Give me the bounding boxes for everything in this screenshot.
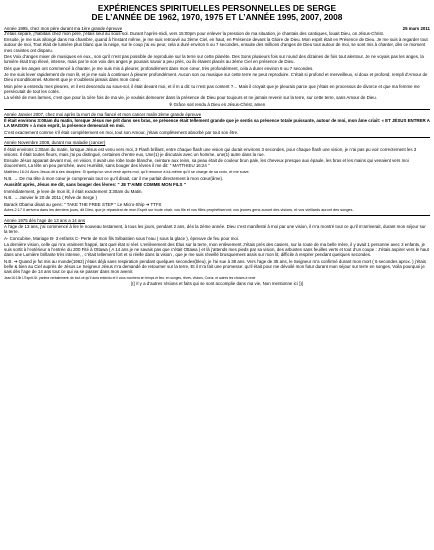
paragraph: La dernière vision, celle qui m’a vraiment frappé, tant quel état si réel. L’enlèvement des Élus sur la terre, mon enlèvement J’étais près des casiers, sur la route de ma belle mère, il y avait 1 personne avec 2 enfants, je suis sortit à l’extérieur a l’entrée du 200 Fité à Ottawa ( A 14 ans je ne savais pas que c’était Ottawa ) et là j’attends mes pieds par sa vision, des arbustes sans feuilles verts et tout d’un coupe : J’étais aspirer vers le haut dans une Lumière brillante très intense, , c’était tellement fort et si réelle dans la vision , que je me suis réveillé brusquement assis sur mon lit, difficile à respirer pendant quelques secondes. [4, 242, 429, 258]
section-1975 [4, 218, 430, 286]
section-2008 [4, 140, 430, 213]
section-1995-heading: Année 1995, chez mon père durant ma 1ère grande épreuve [4, 25, 123, 31]
paragraph: Il était environs 1:30am du matin, lorsque Jésus est venu vers moi, 3 Flash brillant, entre chaque flash une vision qui durait environs 3 secondes, pour chaque flash une vision, je n’ai pas pu voir correctement les 3 visions. Il était toutes fleurs, mais j’ai pu distingué, certaines d’entre eux, Une(1) je discutais avec un homme, une(1) autre dans la rue. [4, 146, 417, 157]
paragraph: A l’age de 13 ans, j’ai commencé à lire le nouveau testament, à tous les jours, pendant 2 ans, dès la 2ème année. Dieu c’est manifesté à moi par une vision, il m’a montré tout ce qu’il m’arriverait, durant mon séjour sur la terre. [4, 224, 426, 235]
nb-note: N.B. → De ma tête à mon cœur je comprenais tout ce qu’il disait, car il me parlait directement à mon cœur(âme). [4, 175, 224, 181]
document-title [4, 4, 430, 23]
section-2007-heading: Année Janvier 2007, chez moi après la mort de ma fiancé et mon cancer malin 2ème grande épreuve [4, 111, 202, 117]
paragraph: A- Concubine, Mariage B- 3 enfants C- Perte de mon fils Sébastien sous l’eau ( sous la glace ), épreuve de feu pour moi. [4, 235, 240, 241]
nb-note: N.B. ➔ Quand je fut mis au monde(1962) j’étais déjà sans respiration pendant quelques secondes(bleu), je l’ai sue à 38 ans. Vers l’age de 35 ans, le Seigneur m’a confirmé durant mon mort ( 6 secondes aprox. ) j’étais belle & bien au Ciel auprès de Jésus Le Seigneur Jésus m’a demandé de retourner sur la terre, Et il m’a fait une promesse: qu’il était pour me dévoilé mon futur durant mon séjour sur terre en songes, Voila pourquoi je sais dès l’age de 14 ans tout ce qui va se passer dans mon avenir. [4, 258, 426, 275]
paragraph: Je me suis lever rapidement de mon lit, et je me suis à continuer à pleurer profondément. Aucun son ou musique sur cette terre ne peut reproduire. C’était si profond et merveilleux, si doux et profond, rempli d’Amour de Dieu inconditionnel. Moment que je n’oublierai jamais dans mon cœur. [4, 72, 428, 83]
paragraph: Des Voix d’anges mixer de musiques en eux,, son qu’il n’est pas possible de reproduire sur la terre sur cette planète. Des Sons plusieurs fois sur round des dizaines de fois tout alentour. Je ne voyais pas les anges, la lumière était trop élevé, intense, mais par le son voix des anges je pouvais savoir a peu près, ou ils étaient placés au 3ème Ciel en présence de Dieu. [4, 54, 424, 65]
title-line-2: DE L’ANNÉE DE 1962, 1970, 1975 ET L’ANNÉE 1995, 2007, 2008 [91, 12, 343, 23]
paragraph: J’étais séparé, j’habitais chez mon père, j’étais seul au sous-sol. Durant l’après-midi, vers 15:00pm pour enlever la pression de ma situation, je chantais des cantiques, louait Dieu, on Jésus-Christ. [4, 30, 384, 36]
paragraph: Il était environs 3:00am du matin, lorsque Jésus me prit dans ses bras, se présence était tellement grande que je sentis sa présence totale puissante, autour de moi, mon âme criait: « ET JÉSUS ENTRER A LA MAISON » à mon esprit, la présence demeurait en moi. [4, 118, 430, 129]
paragraph: La vérité de mes larmes, c’est que pour la 1ère fois de ma vie, je voulais demeurer dans la présence de Dieu pour toujours et ne jamais revenir sur la terre, sur cette terre, sans Amour de Dieu. [4, 95, 377, 101]
section-1975-heading: Année 1975 dès l’age de 13 ans a 14 ans [4, 217, 86, 223]
divider [4, 137, 430, 138]
paragraph: Immédiatement, je leve de mon lit, il était exactement 3:30am du Matin. [4, 188, 143, 194]
document-page [4, 0, 430, 286]
scripture-quote: Actes 2:17 Il arrivera dans les derniers jours, dit Dieu, que je répandrai de mon Esprit sur toute chair, vos fils et vos filles prophétiseront; vos jeunes gens auront des visions, et vos vieillards auront des songes. [4, 208, 354, 213]
divider [4, 215, 430, 216]
scripture-quote: Matthieu 16:24 Alors Jésus dit à ses disciples: Si quelqu’un veut venir après moi, qu’il renonce à lui-même qu’il se charge de sa croix, et me suive. [4, 169, 250, 174]
footer-note: ((( Il y a d’autres Visions et faits qui se sont accomplie dans ma vie, Non mentionne ici ))) [130, 280, 304, 286]
nb-note: N.B. → Janvier le 20 de 2011 ( Rêve de Serge ) [4, 195, 97, 201]
paragraph: C’est exactement comme s’il était complètement en moi, tout son Amour, j’étais complètement absorbé par tout son être. [4, 129, 239, 135]
paragraph: Ensuite, je me suis allongé dans ma chambre, quand à l’instant même, je me suis retrouvé au 3ème Ciel, en haut, en Présence devant la Gloire de Dieu. Mon esprit était en Présence de Dieu. Je me suis à regarder tout autour de moi, Tout était de lumière plus blanc que la neige, sur le coup j’ai eu peur, cela a duré environ 6 ou 7 secondes, ensuite des millions d’anges de Dieu tout autour de moi, se sont mis à chanter, dès ce moment mes craintes ont disparu. [4, 37, 428, 53]
paragraph: Barack Obama disait au gens: " TAKE THE FREE STEP " Le Micro-Ship ➔ TTFS [4, 201, 162, 207]
section-2008-heading: Année Novembre 2008, durant ma maladie (cancer) [4, 140, 106, 146]
scripture-reference: Jean16:13b L’Esprit-St. parlera verbalement: de tout ce qu’il aura entendu et il vous montrera en temps et lieu: en songes, rêves, visions, Coeur, et autres les choses à venir [4, 275, 256, 280]
title-line-1: EXPÉRIENCES SPIRITUELLES PERSONNELLES DE SERGE [97, 3, 337, 13]
section-1995-date: 25 mars 2011 [402, 25, 430, 31]
grace-line: ✞ Grâce soit rendu à Dieu en Jésus-Christ, amen [168, 101, 266, 107]
paragraph: Mon père a entendu mes pleures, et il est descendu au sous-sol, il était devant moi, et il m a dit: tu n’est pas content ?… Mais il croyait que je pleurais parce que j’étais en processus de divorce et que ma femme me persécutait de tout les cotés. [4, 83, 420, 94]
section-1995 [4, 26, 430, 107]
divider [4, 109, 430, 110]
paragraph: Aussitôt après, Jésus me dit, sans bouger des lèvres: " JE T’AIME COMME MON FILS " [4, 182, 186, 188]
paragraph: Dès que les anges ont commencé à chanter, je me suis mis à pleurer, profondément dans mon cœur, très profondément, cela a durer environ 6 ou 7 secondes. [4, 65, 314, 71]
paragraph: Ensuite Jésus apparait devant moi, en vision, Il avait une robe toute blanche, ceinture aux reins, sa peau était de couleur brun pale, les cheveux presque aux épaule, les bras et les mains qui venaient vers moi doucement, La tête un peu penchée, avec Humilité, sans bouger des lèvres il me dit: " MATTHIEU 16:24 " [4, 158, 409, 169]
section-2007 [4, 112, 430, 135]
